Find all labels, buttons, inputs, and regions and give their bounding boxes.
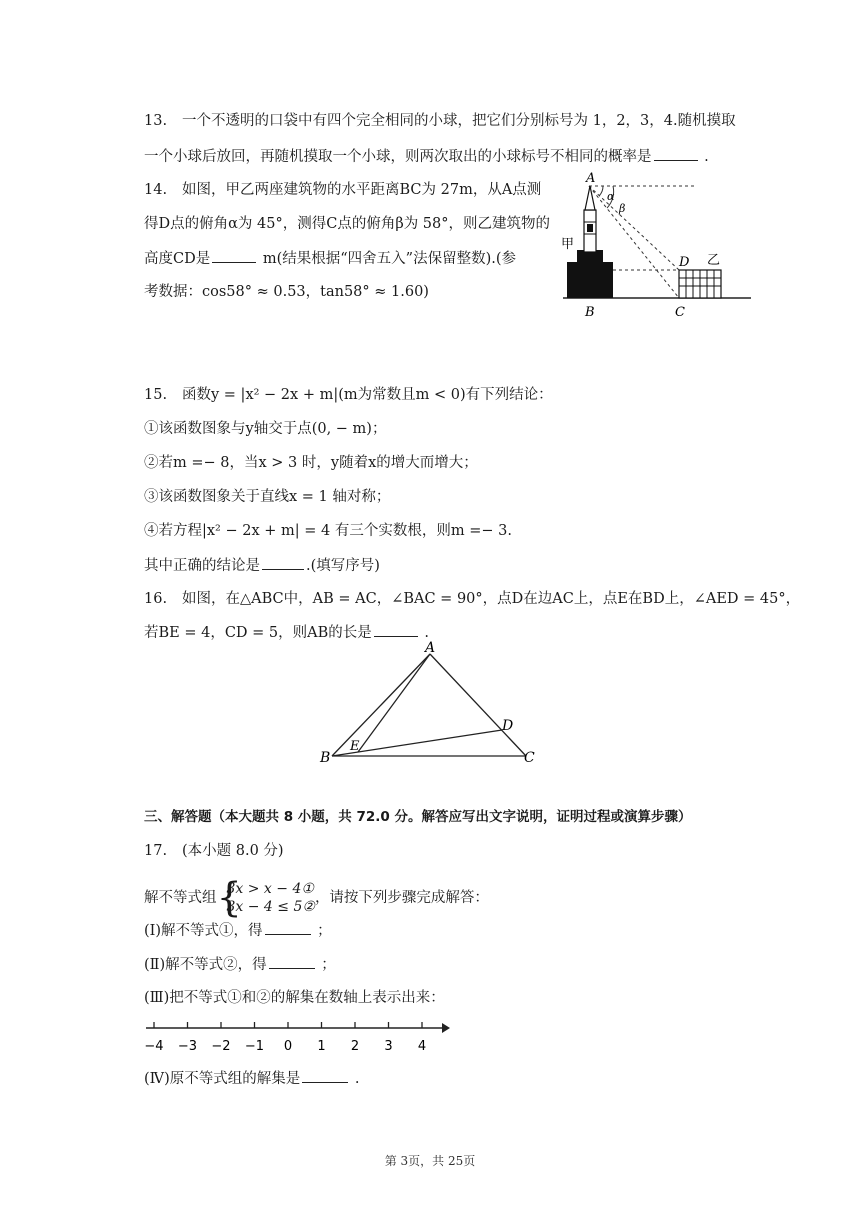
- q14-text-1: 如图，甲乙两座建筑物的水平距离BC为 27m，从A点测: [182, 182, 542, 198]
- question-number: 15.: [144, 387, 168, 403]
- answer-blank: [269, 954, 315, 969]
- tick-label: 1: [317, 1039, 326, 1054]
- q14-text-4: 考数据：cos58° ≈ 0.53，tan58° ≈ 1.60): [144, 284, 429, 300]
- tick-label: −2: [211, 1039, 231, 1054]
- q16-text-1: 如图，在△ABC中，AB = AC，∠BAC = 90°，点D在边AC上，点E在BD上，∠AED = 45°，: [182, 591, 801, 607]
- conclusion-4: ④若方程|x² − 2x + m| = 4 有三个实数根，则m =− 3.: [144, 523, 512, 539]
- q17-step2: [144, 954, 336, 975]
- question-number: 16.: [144, 591, 168, 607]
- label-C: C: [675, 305, 685, 320]
- q13-text-2: 一个小球后放回，再随机摸取一个小球，则两次取出的小球标号不相同的概率是: [144, 149, 652, 165]
- page-footer: 第 3页，共 25页: [384, 1154, 476, 1168]
- answer-blank: [262, 555, 304, 570]
- q16-triangle-figure: [316, 640, 546, 770]
- q15-ask: [144, 555, 380, 576]
- q16-text-2a: 若BE = 4，CD = 5，则AB的长是: [144, 625, 372, 641]
- q17-intro: [144, 875, 489, 921]
- inequality-1: 3x > x − 4①: [226, 881, 314, 897]
- q17-step4: [144, 1068, 360, 1089]
- answer-blank: [654, 146, 698, 161]
- q14-text-2: 得D点的俯角α为 45°，测得C点的俯角β为 58°，则乙建筑物的: [144, 216, 551, 232]
- section-3-title: [144, 807, 692, 827]
- q14-line2: [144, 214, 550, 234]
- q15-ask-end: .(填写序号): [306, 558, 380, 574]
- step2-text: (Ⅱ)解不等式②，得: [144, 957, 267, 973]
- q15-conclusion-4: [144, 521, 512, 541]
- q16-line1: [144, 589, 800, 609]
- number-line: [142, 1016, 452, 1056]
- answer-blank: [265, 920, 311, 935]
- tick-label: 2: [350, 1039, 360, 1054]
- answer-blank: [302, 1068, 348, 1083]
- step1-end: ；: [317, 923, 332, 939]
- tick-label: −1: [244, 1039, 265, 1054]
- q17-intro-end: ，请按下列步骤完成解答：: [314, 890, 489, 906]
- step3-text: (Ⅲ)把不等式①和②的解集在数轴上表示出来：: [144, 990, 445, 1006]
- label-yi: 乙: [707, 253, 721, 268]
- q17-step1: [144, 920, 332, 941]
- q13-text-1: 一个不透明的口袋中有四个完全相同的小球，把它们分别标号为 1，2，3，4.随机摸取: [182, 113, 736, 129]
- q17-header: [144, 841, 284, 861]
- tick-label: −4: [144, 1039, 164, 1054]
- tick-label: 0: [283, 1039, 293, 1054]
- q14-building-figure: [555, 172, 755, 320]
- q15-line1: [144, 385, 553, 405]
- q15-conclusion-2: [144, 453, 478, 473]
- step4-end: .: [354, 1071, 360, 1087]
- q15-conclusion-1: [144, 419, 386, 439]
- step4-text: (Ⅳ)原不等式组的解集是: [144, 1071, 301, 1087]
- conclusion-3: ③该函数图象关于直线x = 1 轴对称；: [144, 489, 391, 505]
- label-beta: β: [619, 202, 626, 215]
- q16-text-2b: .: [424, 625, 429, 641]
- q17-points: (本小题 8.0 分): [182, 843, 284, 859]
- label-E: E: [350, 739, 360, 754]
- label-jia: 甲: [561, 237, 575, 252]
- label-B: B: [320, 750, 331, 766]
- q13-line1: [144, 111, 736, 131]
- label-A: A: [586, 172, 596, 186]
- question-number: 17.: [144, 843, 168, 859]
- section-title-text: 三、解答题（本大题共 8 小题，共 72.0 分。解答应写出文字说明，证明过程或演算步骤）: [144, 809, 692, 825]
- tick-label: 3: [384, 1039, 393, 1054]
- q14-text-3a: 高度CD是: [144, 251, 211, 267]
- conclusion-1: ①该函数图象与y轴交于点(0, − m)；: [144, 421, 387, 437]
- q17-step3: [144, 988, 445, 1008]
- inequality-system: { 3x > x − 4① 3x − 4 ≤ 5②: [216, 875, 315, 921]
- q15-ask-text: 其中正确的结论是: [144, 558, 260, 574]
- q13-end: .: [704, 149, 709, 165]
- inequality-2: 3x − 4 ≤ 5②: [226, 899, 315, 915]
- label-C: C: [524, 750, 535, 766]
- step1-text: (Ⅰ)解不等式①，得: [144, 923, 263, 939]
- q15-conclusion-3: [144, 487, 390, 507]
- label-A: A: [425, 640, 436, 656]
- q14-line3: [144, 248, 516, 269]
- tick-label: −3: [177, 1039, 198, 1054]
- q17-intro-text: 解不等式组: [144, 890, 217, 906]
- q14-text-3b: m(结果根据“四舍五入”法保留整数).(参: [262, 251, 516, 267]
- answer-blank: [212, 248, 256, 263]
- q13-line2: [144, 146, 709, 167]
- label-D: D: [679, 255, 690, 270]
- step2-end: ；: [321, 957, 336, 973]
- question-number: 14.: [144, 182, 168, 198]
- label-D: D: [502, 718, 514, 734]
- q14-line1: [144, 180, 541, 200]
- conclusion-2: ②若m =− 8，当x > 3 时，y随着x的增大而增大；: [144, 455, 478, 471]
- q14-line4: [144, 282, 429, 302]
- answer-blank: [374, 622, 418, 637]
- tick-label: 4: [417, 1039, 427, 1054]
- q15-text-1: 函数y = |x² − 2x + m|(m为常数且m < 0)有下列结论：: [182, 387, 553, 403]
- label-B: B: [585, 305, 595, 320]
- label-alpha: α: [607, 190, 615, 203]
- question-number: 13.: [144, 113, 168, 129]
